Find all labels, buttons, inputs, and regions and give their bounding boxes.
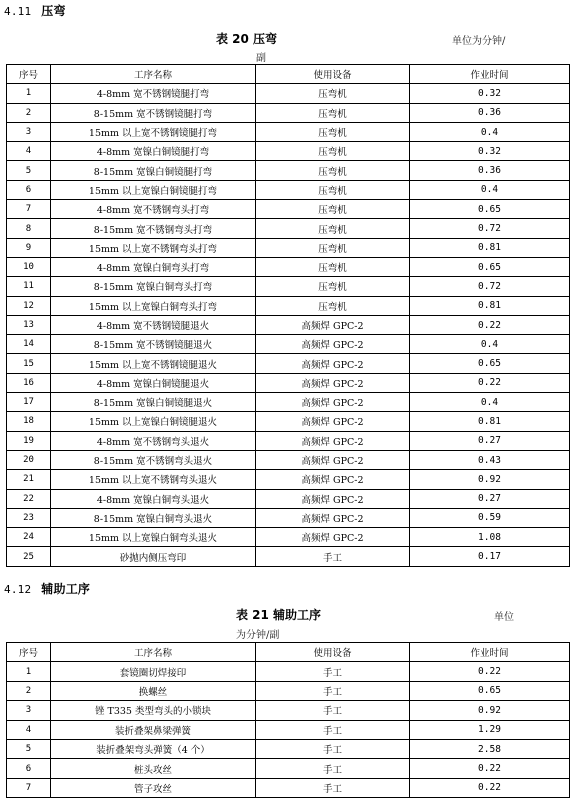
table-row [7,489,570,508]
cell-process: 4-8mm 宽不锈钢镜腿打弯 [51,84,256,103]
table-row [7,662,570,681]
cell-time: 0.92 [410,701,570,720]
table-row [7,354,570,373]
cell-seq: 12 [7,296,51,315]
table-row [7,103,570,122]
cell-process: 8-15mm 宽不锈钢镜腿打弯 [51,103,256,122]
cell-time: 0.27 [410,489,570,508]
table-row [7,161,570,180]
table-row [7,238,570,257]
cell-equipment: 手工 [256,759,410,778]
table-20-title: 表 20 压弯 [216,32,278,46]
cell-equipment: 压弯机 [256,142,410,161]
table-row [7,450,570,469]
table-row [7,315,570,334]
cell-process: 15mm 以上宽镍白铜镜腿退火 [51,412,256,431]
cell-process: 4-8mm 宽镍白铜镜腿退火 [51,373,256,392]
cell-time: 0.22 [410,373,570,392]
cell-seq: 1 [7,84,51,103]
cell-seq: 14 [7,335,51,354]
cell-process: 4-8mm 宽镍白铜弯头打弯 [51,257,256,276]
table-21-unit-line2: 为分钟/副 [236,630,280,641]
cell-equipment: 高频焊 GPC-2 [256,315,410,334]
cell-seq: 19 [7,431,51,450]
cell-process: 砂抛内侧压弯印 [51,547,256,566]
cell-process: 8-15mm 宽镍白铜弯头退火 [51,508,256,527]
table-row [7,373,570,392]
table-21-unit-line1: 单位 [494,612,514,623]
cell-equipment: 高频焊 GPC-2 [256,412,410,431]
section-heading-4-12 [4,580,90,597]
table-row [7,257,570,276]
cell-time: 0.72 [410,219,570,238]
table-row [7,296,570,315]
cell-process: 15mm 以上宽镍白铜镜腿打弯 [51,180,256,199]
cell-seq: 13 [7,315,51,334]
cell-equipment: 压弯机 [256,122,410,141]
cell-time: 0.22 [410,778,570,797]
cell-seq: 5 [7,161,51,180]
cell-process: 管子攻丝 [51,778,256,797]
cell-time: 0.4 [410,393,570,412]
header-seq: 序号 [7,643,51,662]
table-row [7,528,570,547]
table-21 [6,642,570,798]
table-row [7,393,570,412]
table-row [7,142,570,161]
table-20 [6,64,570,567]
table-row [7,277,570,296]
table-row [7,681,570,700]
header-process: 工序名称 [51,65,256,84]
cell-time: 0.22 [410,759,570,778]
cell-seq: 11 [7,277,51,296]
cell-seq: 2 [7,681,51,700]
table-row [7,720,570,739]
header-equipment: 使用设备 [256,65,410,84]
table-header-row [7,643,570,662]
cell-process: 15mm 以上宽不锈钢弯头退火 [51,470,256,489]
cell-seq: 22 [7,489,51,508]
cell-seq: 17 [7,393,51,412]
cell-time: 1.29 [410,720,570,739]
cell-time: 0.65 [410,200,570,219]
cell-seq: 25 [7,547,51,566]
cell-equipment: 手工 [256,681,410,700]
table-row [7,412,570,431]
table-row [7,739,570,758]
cell-time: 0.27 [410,431,570,450]
cell-time: 2.58 [410,739,570,758]
cell-seq: 7 [7,778,51,797]
cell-process: 8-15mm 宽不锈钢镜腿退火 [51,335,256,354]
table-row [7,84,570,103]
section-title: 压弯 [41,4,66,18]
header-seq: 序号 [7,65,51,84]
cell-process: 4-8mm 宽不锈钢弯头退火 [51,431,256,450]
cell-time: 0.4 [410,122,570,141]
cell-process: 锉 T335 类型弯头的小锁块 [51,701,256,720]
cell-process: 装折叠架鼻梁弹簧 [51,720,256,739]
cell-time: 0.81 [410,412,570,431]
cell-equipment: 高频焊 GPC-2 [256,393,410,412]
cell-time: 0.22 [410,315,570,334]
cell-seq: 5 [7,739,51,758]
section-title: 辅助工序 [41,582,91,596]
cell-process: 8-15mm 宽镍白铜镜腿退火 [51,393,256,412]
table-20-unit-line1: 单位为分钟/ [452,36,506,47]
cell-equipment: 压弯机 [256,161,410,180]
cell-seq: 3 [7,701,51,720]
cell-seq: 4 [7,142,51,161]
cell-time: 0.65 [410,354,570,373]
cell-equipment: 压弯机 [256,277,410,296]
cell-process: 4-8mm 宽镍白铜镜腿打弯 [51,142,256,161]
cell-time: 0.36 [410,161,570,180]
cell-equipment: 手工 [256,720,410,739]
cell-equipment: 高频焊 GPC-2 [256,431,410,450]
cell-seq: 4 [7,720,51,739]
cell-equipment: 高频焊 GPC-2 [256,528,410,547]
cell-seq: 24 [7,528,51,547]
table-row [7,431,570,450]
cell-seq: 1 [7,662,51,681]
cell-seq: 20 [7,450,51,469]
cell-equipment: 高频焊 GPC-2 [256,354,410,373]
cell-seq: 7 [7,200,51,219]
cell-process: 4-8mm 宽不锈钢镜腿退火 [51,315,256,334]
cell-process: 4-8mm 宽镍白铜弯头退火 [51,489,256,508]
table-row [7,778,570,797]
table-row [7,180,570,199]
table-row [7,219,570,238]
cell-time: 0.65 [410,681,570,700]
cell-process: 8-15mm 宽镍白铜弯头打弯 [51,277,256,296]
cell-time: 0.32 [410,84,570,103]
cell-equipment: 压弯机 [256,296,410,315]
table-row [7,335,570,354]
cell-time: 0.32 [410,142,570,161]
header-equipment: 使用设备 [256,643,410,662]
cell-equipment: 压弯机 [256,257,410,276]
cell-time: 0.4 [410,180,570,199]
cell-equipment: 压弯机 [256,219,410,238]
section-number: 4.11 [4,5,32,18]
cell-equipment: 压弯机 [256,180,410,199]
cell-seq: 16 [7,373,51,392]
table-row [7,759,570,778]
section-heading-4-11 [4,2,66,19]
cell-seq: 8 [7,219,51,238]
cell-equipment: 压弯机 [256,200,410,219]
cell-seq: 10 [7,257,51,276]
cell-equipment: 高频焊 GPC-2 [256,489,410,508]
cell-time: 0.65 [410,257,570,276]
cell-process: 15mm 以上宽不锈钢弯头打弯 [51,238,256,257]
table-row [7,470,570,489]
cell-equipment: 高频焊 GPC-2 [256,450,410,469]
cell-equipment: 高频焊 GPC-2 [256,508,410,527]
cell-equipment: 手工 [256,701,410,720]
cell-process: 4-8mm 宽不锈钢弯头打弯 [51,200,256,219]
cell-process: 8-15mm 宽镍白铜镜腿打弯 [51,161,256,180]
cell-process: 换螺丝 [51,681,256,700]
cell-time: 0.36 [410,103,570,122]
cell-process: 15mm 以上宽镍白铜弯头退火 [51,528,256,547]
cell-seq: 23 [7,508,51,527]
cell-process: 15mm 以上宽镍白铜弯头打弯 [51,296,256,315]
cell-seq: 2 [7,103,51,122]
cell-process: 8-15mm 宽不锈钢弯头打弯 [51,219,256,238]
cell-equipment: 高频焊 GPC-2 [256,335,410,354]
cell-equipment: 手工 [256,547,410,566]
cell-equipment: 压弯机 [256,84,410,103]
cell-time: 0.43 [410,450,570,469]
cell-seq: 9 [7,238,51,257]
cell-time: 0.92 [410,470,570,489]
cell-equipment: 手工 [256,739,410,758]
header-time: 作业时间 [410,643,570,662]
cell-seq: 3 [7,122,51,141]
cell-time: 0.4 [410,335,570,354]
cell-process: 装折叠架弯头弹簧（4 个） [51,739,256,758]
table-20-unit-line2: 副 [256,53,266,64]
cell-equipment: 压弯机 [256,103,410,122]
cell-equipment: 手工 [256,662,410,681]
table-row [7,122,570,141]
cell-seq: 6 [7,180,51,199]
cell-time: 0.59 [410,508,570,527]
header-time: 作业时间 [410,65,570,84]
cell-process: 8-15mm 宽不锈钢弯头退火 [51,450,256,469]
cell-time: 0.72 [410,277,570,296]
cell-process: 桩头攻丝 [51,759,256,778]
cell-seq: 21 [7,470,51,489]
header-process: 工序名称 [51,643,256,662]
cell-equipment: 手工 [256,778,410,797]
cell-equipment: 高频焊 GPC-2 [256,373,410,392]
table-row [7,508,570,527]
cell-process: 套镜圈切焊接印 [51,662,256,681]
cell-time: 0.17 [410,547,570,566]
cell-seq: 18 [7,412,51,431]
cell-time: 0.81 [410,238,570,257]
cell-process: 15mm 以上宽不锈钢镜腿退火 [51,354,256,373]
table-row [7,547,570,566]
table-row [7,701,570,720]
cell-time: 1.08 [410,528,570,547]
table-row [7,200,570,219]
cell-seq: 6 [7,759,51,778]
table-header-row [7,65,570,84]
table-21-title: 表 21 辅助工序 [236,608,322,622]
cell-time: 0.81 [410,296,570,315]
section-number: 4.12 [4,583,32,596]
cell-equipment: 压弯机 [256,238,410,257]
cell-time: 0.22 [410,662,570,681]
cell-equipment: 高频焊 GPC-2 [256,470,410,489]
cell-process: 15mm 以上宽不锈钢镜腿打弯 [51,122,256,141]
cell-seq: 15 [7,354,51,373]
